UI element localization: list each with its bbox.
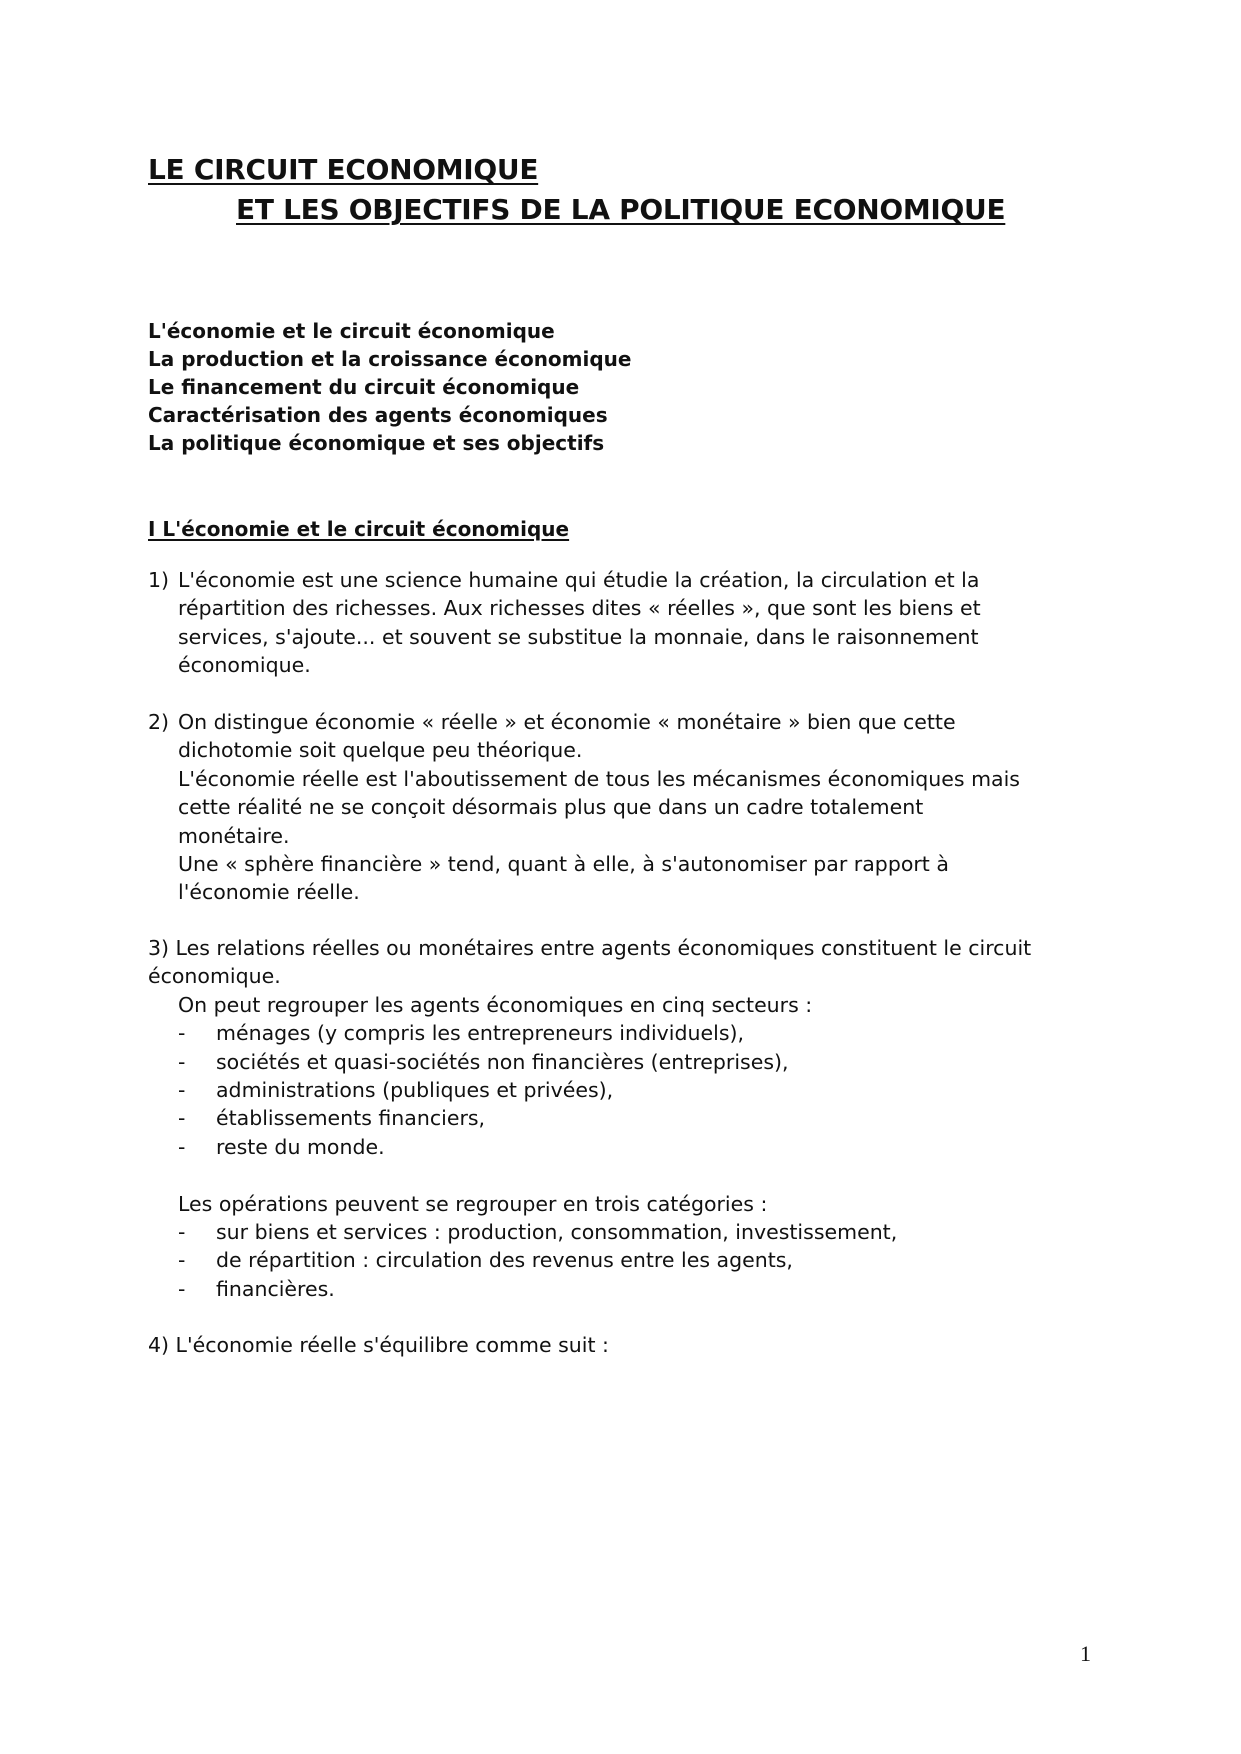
- list-item: [178, 1076, 1098, 1104]
- bullet-dash: -: [178, 1021, 186, 1046]
- bullet-dash: -: [178, 1106, 186, 1131]
- list-item-text: ménages (y compris les entrepreneurs individuels),: [216, 1021, 745, 1046]
- paragraph-line: services, s'ajoute... et souvent se substitue la monnaie, dans le raisonnement: [178, 624, 979, 649]
- bullet-dash: -: [178, 1049, 186, 1074]
- document-title: [148, 150, 1005, 230]
- list-item: [178, 1048, 1098, 1076]
- paragraph-number: 2): [148, 710, 170, 734]
- paragraph-3: [148, 934, 1098, 1303]
- paragraph-line: monétaire.: [178, 823, 290, 848]
- paragraph-line: L'économie est une science humaine qui étudie la création, la circulation et la: [178, 568, 980, 592]
- toc-item: La production et la croissance économique: [148, 347, 632, 371]
- list-item: [178, 1019, 1098, 1047]
- bullet-dash: -: [178, 1220, 186, 1245]
- paragraph-line: l'économie réelle.: [178, 880, 360, 905]
- list-item: [178, 1218, 1098, 1246]
- toc-item: Caractérisation des agents économiques: [148, 403, 608, 427]
- paragraph-line: cette réalité ne se conçoit désormais plus que dans un cadre totalement: [178, 795, 924, 820]
- list-item-text: sociétés et quasi-sociétés non financières (entreprises),: [216, 1049, 789, 1074]
- title-line-2: ET LES OBJECTIFS DE LA POLITIQUE ECONOMIQUE: [236, 193, 1006, 226]
- operations-intro: Les opérations peuvent se regrouper en trois catégories :: [178, 1191, 768, 1216]
- paragraph-line: économique.: [178, 653, 311, 678]
- paragraph-line: dichotomie soit quelque peu théorique.: [178, 738, 583, 763]
- bullet-dash: -: [178, 1078, 186, 1103]
- bullet-dash: -: [178, 1134, 186, 1159]
- list-item-text: sur biens et services : production, consommation, investissement,: [216, 1220, 898, 1245]
- paragraph-line: 4) L'économie réelle s'équilibre comme suit :: [148, 1333, 609, 1357]
- paragraph-line: 3) Les relations réelles ou monétaires entre agents économiques constituent le circuit: [148, 936, 1032, 960]
- section-heading: I L'économie et le circuit économique: [148, 517, 570, 541]
- toc-item: L'économie et le circuit économique: [148, 319, 555, 343]
- paragraph-2: [148, 708, 1098, 907]
- paragraph-line: répartition des richesses. Aux richesses dites « réelles », que sont les biens et: [178, 596, 981, 621]
- bullet-dash: -: [178, 1248, 186, 1273]
- paragraph-number: 1): [148, 568, 170, 592]
- table-of-contents: [148, 317, 632, 457]
- list-item: [178, 1275, 1098, 1303]
- paragraph-1: [148, 566, 1098, 680]
- list-item-text: financières.: [216, 1276, 335, 1301]
- bullet-dash: -: [178, 1276, 186, 1301]
- list-item: [178, 1104, 1098, 1132]
- title-line-1: LE CIRCUIT ECONOMIQUE: [148, 153, 539, 186]
- page-number: 1: [1080, 1641, 1091, 1666]
- toc-item: La politique économique et ses objectifs: [148, 431, 605, 455]
- list-item-text: de répartition : circulation des revenus entre les agents,: [216, 1248, 793, 1273]
- sectors-intro: On peut regrouper les agents économiques en cinq secteurs :: [178, 992, 813, 1017]
- paragraph-line: économique.: [148, 964, 281, 989]
- toc-item: Le financement du circuit économique: [148, 375, 580, 399]
- list-item-text: administrations (publiques et privées),: [216, 1078, 614, 1103]
- list-item-text: reste du monde.: [216, 1134, 385, 1159]
- paragraph-line: L'économie réelle est l'aboutissement de tous les mécanismes économiques mais: [178, 766, 1020, 791]
- list-item: [178, 1133, 1098, 1161]
- paragraph-line: Une « sphère financière » tend, quant à elle, à s'autonomiser par rapport à: [178, 852, 949, 877]
- paragraph-4: [148, 1331, 1098, 1359]
- paragraph-line: On distingue économie « réelle » et économie « monétaire » bien que cette: [178, 710, 956, 734]
- list-item-text: établissements financiers,: [216, 1106, 486, 1131]
- list-item: [178, 1246, 1098, 1274]
